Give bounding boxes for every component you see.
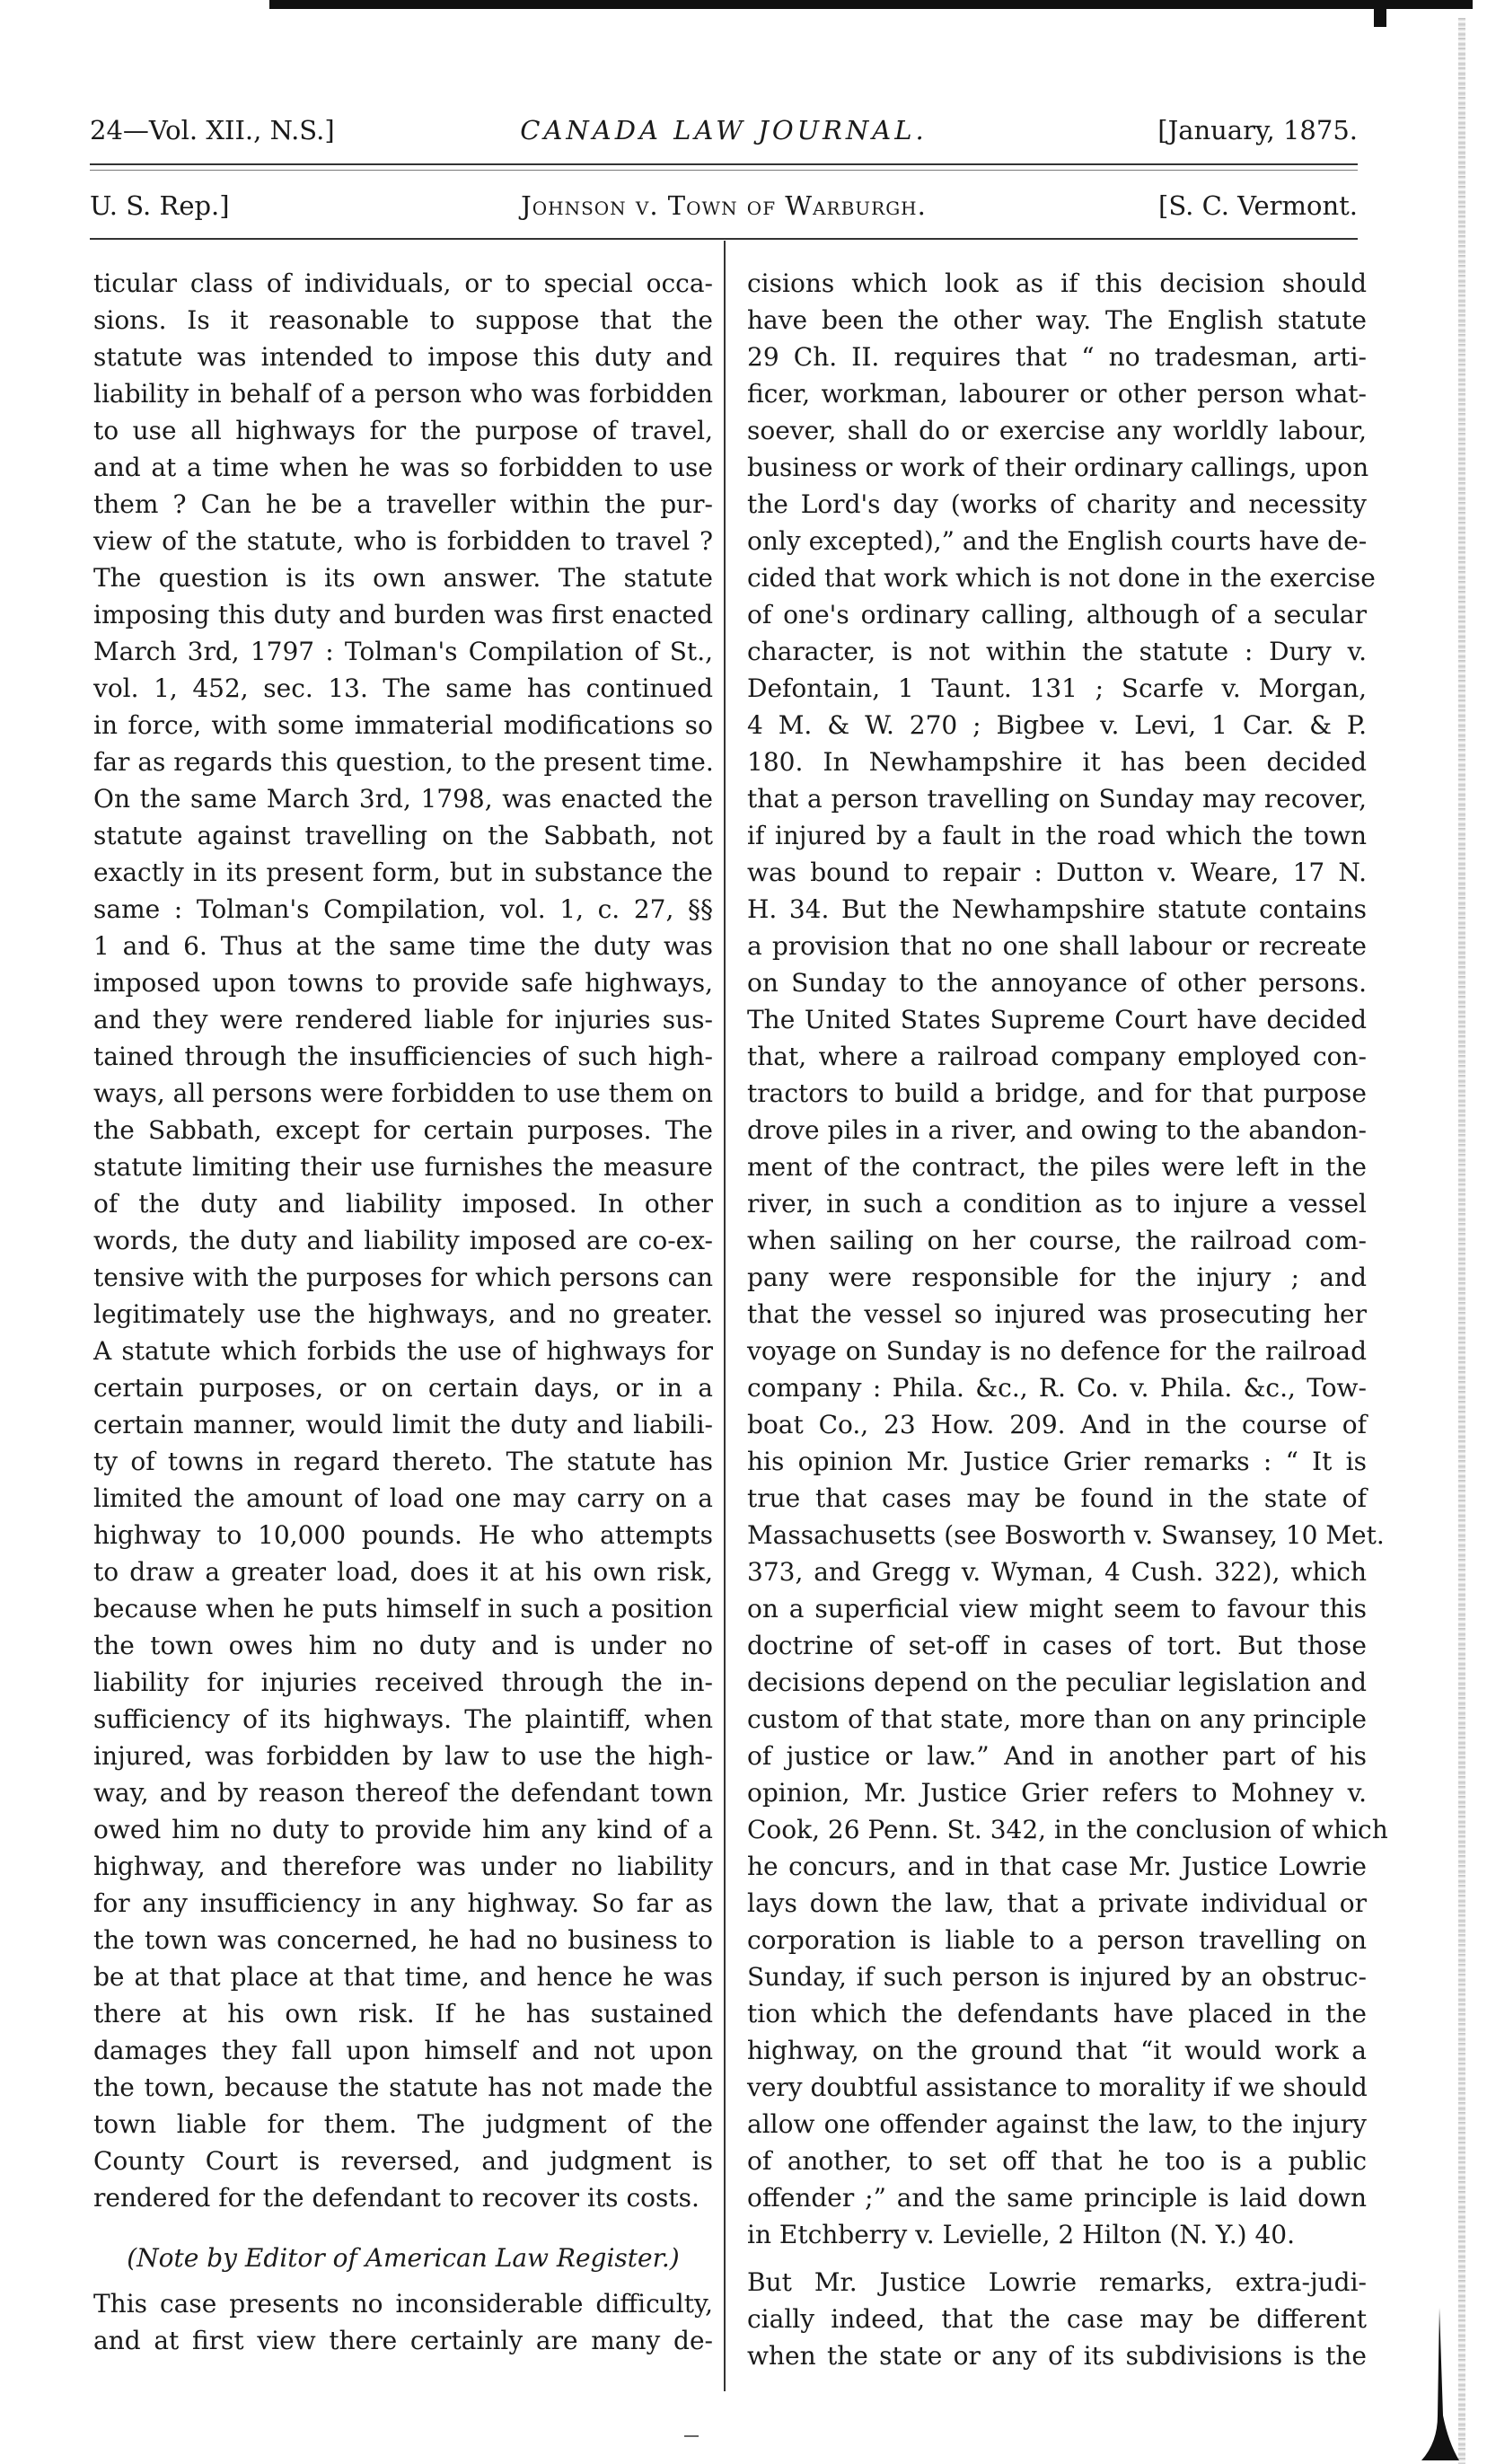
left-column-body (93, 265, 713, 2216)
scan-right-edge (1458, 18, 1465, 2464)
scan-top-border (269, 0, 1473, 9)
scan-top-mark (1374, 0, 1386, 27)
text-line: certain purposes, or on certain days, or in a (93, 1373, 713, 1403)
right-column-tail (747, 2264, 1367, 2374)
text-line: opinion, Mr. Justice Grier refers to Mohney v. (747, 1778, 1367, 1808)
text-line: highway to 10,000 pounds. He who attempts (93, 1520, 713, 1550)
text-line: tained through the insufficiencies of such high- (93, 1042, 713, 1071)
spacer (747, 2253, 1367, 2264)
text-line: that, where a railroad company employed con- (747, 1042, 1367, 1071)
text-line: of the duty and liability imposed. In other (93, 1189, 713, 1219)
text-line: imposing this duty and burden was first enacted (93, 600, 713, 629)
text-line: On the same March 3rd, 1798, was enacted the (93, 784, 713, 814)
running-header (90, 115, 1358, 158)
text-line: 29 Ch. II. requires that “ no tradesman, arti- (747, 342, 1367, 372)
text-line: offender ;” and the same principle is laid down (747, 2183, 1367, 2213)
text-line: The question is its own answer. The statute (93, 563, 713, 593)
text-line: for any insufficiency in any highway. So far as (93, 1888, 713, 1918)
text-line: them ? Can he be a traveller within the pur- (93, 489, 713, 519)
text-line: the town was concerned, he had no business to (93, 1925, 713, 1955)
right-column-body (747, 265, 1388, 2253)
text-line: tensive with the purposes for which persons can (93, 1263, 713, 1292)
text-line: when the state or any of its subdivisions is the (747, 2341, 1367, 2371)
scan-corner-mark (1421, 2308, 1459, 2460)
text-line: company : Phila. &c., R. Co. v. Phila. &c., Tow- (747, 1373, 1367, 1403)
text-line: corporation is liable to a person travelling on (747, 1925, 1367, 1955)
text-line: Defontain, 1 Taunt. 131 ; Scarfe v. Morgan, (747, 673, 1367, 703)
column-divider (724, 241, 726, 2391)
journal-title: CANADA LAW JOURNAL. (520, 115, 928, 145)
text-line: voyage on Sunday is no defence for the railroad (747, 1336, 1367, 1366)
text-line: tion which the defendants have placed in the (747, 1999, 1367, 2028)
text-line: that a person travelling on Sunday may recover, (747, 784, 1367, 814)
text-line: County Court is reversed, and judgment is (93, 2146, 713, 2176)
text-line: of justice or law.” And in another part of his (747, 1741, 1367, 1771)
text-line: ficer, workman, labourer or other person what- (747, 379, 1367, 409)
text-line: exactly in its present form, but in substance the (93, 858, 713, 887)
text-line: sufficiency of its highways. The plaintiff, when (93, 1704, 713, 1734)
text-line: limited the amount of load one may carry on a (93, 1483, 713, 1513)
text-line: decisions depend on the peculiar legislation and (747, 1668, 1367, 1697)
issue-date: [January, 1875. (1157, 115, 1358, 145)
text-line: statute against travelling on the Sabbath, not (93, 821, 713, 850)
text-line: damages they fall upon himself and not upon (93, 2036, 713, 2065)
text-line: cided that work which is not done in the exercise (747, 563, 1376, 593)
text-line: March 3rd, 1797 : Tolman's Compilation of St., (93, 637, 713, 666)
text-line: cially indeed, that the case may be different (747, 2304, 1367, 2334)
spacer (93, 2216, 713, 2240)
text-line: statute was intended to impose this duty and (93, 342, 713, 372)
text-line: tractors to build a bridge, and for that purpose (747, 1078, 1367, 1108)
text-line: on a superficial view might seem to favour this (747, 1594, 1367, 1624)
text-line: The United States Supreme Court have decided (747, 1005, 1367, 1034)
text-line: ment of the contract, the piles were left in the (747, 1152, 1367, 1182)
right-column (747, 265, 1388, 2374)
text-line: vol. 1, 452, sec. 13. The same has continued (93, 673, 713, 703)
case-header (90, 190, 1358, 233)
text-line: character, is not within the statute : Dury v. (747, 637, 1367, 666)
text-line: Cook, 26 Penn. St. 342, in the conclusion of which (747, 1815, 1388, 1844)
text-line: soever, shall do or exercise any worldly labour, (747, 416, 1367, 445)
text-line: 373, and Gregg v. Wyman, 4 Cush. 322), which (747, 1557, 1367, 1587)
text-line: be at that place at that time, and hence he was (93, 1962, 713, 1992)
text-line: statute limiting their use furnishes the measure (93, 1152, 713, 1182)
text-line: was bound to repair : Dutton v. Weare, 17 N. (747, 858, 1367, 887)
text-line: a provision that no one shall labour or recreate (747, 931, 1367, 961)
text-line: the Lord's day (works of charity and necessity (747, 489, 1367, 519)
text-line: rendered for the defendant to recover its costs. (93, 2183, 700, 2213)
text-line: true that cases may be found in the state of (747, 1483, 1367, 1513)
text-line: imposed upon towns to provide safe highways, (93, 968, 713, 998)
text-line: in force, with some immaterial modifications so (93, 710, 713, 740)
text-line: 4 M. & W. 270 ; Bigbee v. Levi, 1 Car. & P. (747, 710, 1367, 740)
text-line: This case presents no inconsiderable difficulty, (93, 2289, 713, 2319)
text-line: cisions which look as if this decision should (747, 268, 1367, 298)
spacer (93, 2276, 713, 2285)
text-line: very doubtful assistance to morality if we should (747, 2072, 1368, 2102)
header-rule (90, 163, 1358, 165)
left-column-tail (93, 2285, 713, 2359)
text-line: legitimately use the highways, and no greater. (93, 1299, 713, 1329)
text-line: in Etchberry v. Levielle, 2 Hilton (N. Y.) 40. (747, 2220, 1296, 2249)
text-line: there at his own risk. If he has sustained (93, 1999, 713, 2028)
text-line: liability for injuries received through the in- (93, 1668, 713, 1697)
text-line: owed him no duty to provide him any kind of a (93, 1815, 713, 1844)
text-line: lays down the law, that a private individual or (747, 1888, 1367, 1918)
text-line: 180. In Newhampshire it has been decided (747, 747, 1367, 777)
text-line: liability in behalf of a person who was forbidden (93, 379, 713, 409)
text-line: business or work of their ordinary callings, upon (747, 453, 1369, 482)
text-line: Sunday, if such person is injured by an obstruc- (747, 1962, 1367, 1992)
text-line: if injured by a fault in the road which the town (747, 821, 1367, 850)
header-rule-thin (90, 170, 1358, 171)
text-line: highway, on the ground that “it would work a (747, 2036, 1367, 2065)
text-line: sions. Is it reasonable to suppose that the (93, 305, 713, 335)
text-line: Massachusetts (see Bosworth v. Swansey, 10 Met. (747, 1520, 1385, 1550)
text-line: only excepted),” and the English courts have de- (747, 526, 1368, 556)
case-header-rule (90, 238, 1358, 240)
text-line: injured, was forbidden by law to use the high- (93, 1741, 713, 1771)
volume-label: 24—Vol. XII., N.S.] (90, 115, 335, 145)
text-line: his opinion Mr. Justice Grier remarks : “ It is (747, 1447, 1367, 1476)
text-line: the Sabbath, except for certain purposes. The (93, 1115, 713, 1145)
text-line: way, and by reason thereof the defendant town (93, 1778, 713, 1808)
text-line: same : Tolman's Compilation, vol. 1, c. 27, §§ (93, 894, 713, 924)
text-line: to draw a greater load, does it at his own risk, (93, 1557, 713, 1587)
text-line: allow one offender against the law, to the injury (747, 2109, 1367, 2139)
case-title: Johnson v. Town of Warburgh. (521, 190, 927, 221)
text-line: drove piles in a river, and owing to the abandon- (747, 1115, 1367, 1145)
text-line: A statute which forbids the use of highways for (93, 1336, 713, 1366)
text-line: on Sunday to the annoyance of other persons. (747, 968, 1367, 998)
left-column (93, 265, 713, 2359)
text-line: far as regards this question, to the present time. (93, 747, 714, 777)
text-line: to use all highways for the purpose of travel, (93, 416, 713, 445)
text-line: and they were rendered liable for injuries sus- (93, 1005, 713, 1034)
text-line: because when he puts himself in such a position (93, 1594, 713, 1624)
text-line: certain manner, would limit the duty and liabili- (93, 1410, 713, 1439)
text-line: But Mr. Justice Lowrie remarks, extra-judi- (747, 2267, 1367, 2297)
text-line: he concurs, and in that case Mr. Justice Lowrie (747, 1852, 1367, 1881)
text-line: of one's ordinary calling, although of a secular (747, 600, 1367, 629)
text-line: boat Co., 23 How. 209. And in the course of (747, 1410, 1367, 1439)
text-line: have been the other way. The English statute (747, 305, 1367, 335)
text-line: highway, and therefore was under no liability (93, 1852, 713, 1881)
report-label: U. S. Rep.] (90, 190, 230, 221)
text-line: ty of towns in regard thereto. The statute has (93, 1447, 713, 1476)
text-line: doctrine of set-off in cases of tort. But those (747, 1631, 1367, 1660)
court-label: [S. C. Vermont. (1158, 190, 1358, 221)
text-line: and at a time when he was so forbidden to use (93, 453, 713, 482)
text-line: the town, because the statute has not made the (93, 2072, 713, 2102)
text-line: that the vessel so injured was prosecuting her (747, 1299, 1367, 1329)
footer-mark (684, 2435, 699, 2437)
text-line: words, the duty and liability imposed are co-ex- (93, 1226, 713, 1255)
text-line: ticular class of individuals, or to special occa- (93, 268, 713, 298)
text-line: H. 34. But the Newhampshire statute contains (747, 894, 1367, 924)
text-line: 1 and 6. Thus at the same time the duty was (93, 931, 713, 961)
text-line: view of the statute, who is forbidden to travel ? (93, 526, 713, 556)
text-line: the town owes him no duty and is under no (93, 1631, 713, 1660)
text-line: of another, to set off that he too is a public (747, 2146, 1367, 2176)
text-line: when sailing on her course, the railroad com- (747, 1226, 1367, 1255)
text-line: custom of that state, more than on any principle (747, 1704, 1367, 1734)
text-line: town liable for them. The judgment of the (93, 2109, 713, 2139)
note-heading: (Note by Editor of American Law Register.) (127, 2243, 680, 2273)
text-line: and at first view there certainly are many de- (93, 2326, 713, 2355)
text-line: pany were responsible for the injury ; and (747, 1263, 1367, 1292)
text-line: river, in such a condition as to injure a vessel (747, 1189, 1367, 1219)
text-line: ways, all persons were forbidden to use them on (93, 1078, 713, 1108)
